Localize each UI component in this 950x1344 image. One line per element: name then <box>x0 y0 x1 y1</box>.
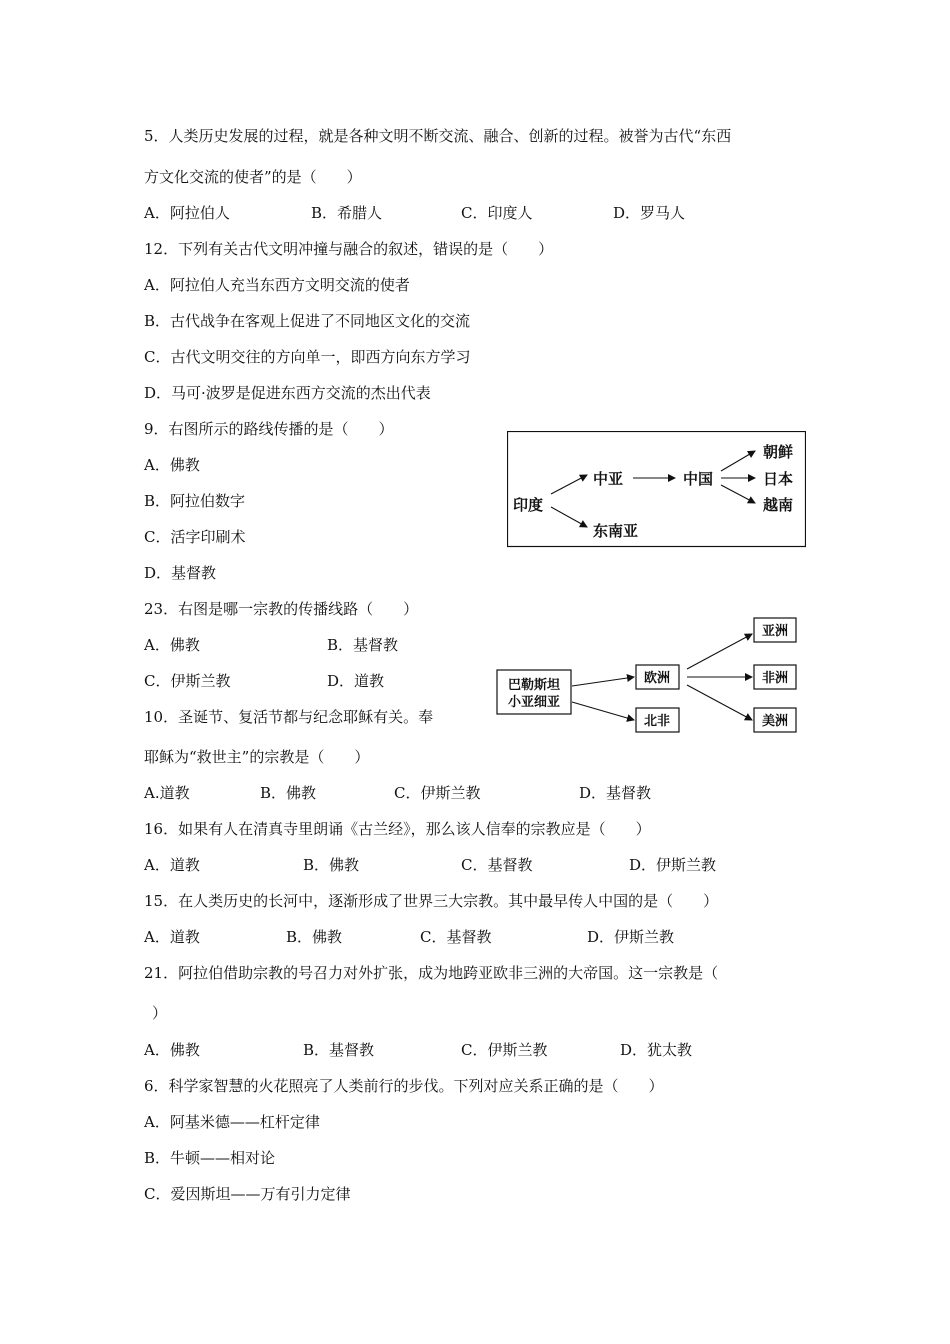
question-15-option-b: B．佛教 <box>286 928 343 946</box>
diagram-1-southeast-asia: 东南亚 <box>593 522 639 540</box>
diagram-2-north-africa: 北非 <box>643 714 671 729</box>
question-16-stem: 16．如果有人在清真寺里朗诵《古兰经》，那么该人信奉的宗教应是（ ） <box>144 820 651 838</box>
question-15-option-d: D．伊斯兰教 <box>587 928 675 946</box>
question-6-option-a: A．阿基米德——杠杆定律 <box>144 1113 320 1131</box>
diagram-2-religion-route <box>495 612 800 736</box>
question-21-stem-line2: ） <box>152 1004 168 1022</box>
question-6-option-b: B．牛顿——相对论 <box>144 1149 276 1167</box>
diagram-2-arrow-origin-europe <box>572 677 634 686</box>
question-9-option-c: C．活字印刷术 <box>144 528 246 546</box>
question-21-option-d: D．犹太教 <box>620 1041 693 1059</box>
question-23-stem: 23．右图是哪一宗教的传播线路（ ） <box>144 600 419 618</box>
question-10-option-c: C．伊斯兰教 <box>394 784 481 802</box>
question-16-option-d: D．伊斯兰教 <box>629 856 717 874</box>
question-5-stem-line2: 方文化交流的使者”的是（ ） <box>144 168 362 186</box>
question-16-option-c: C．基督教 <box>461 856 533 874</box>
diagram-1-india: 印度 <box>513 496 544 514</box>
question-12-option-a: A．阿拉伯人充当东西方文明交流的使者 <box>144 276 410 294</box>
diagram-2-origin-line1: 巴勒斯坦 <box>507 678 561 693</box>
question-5-option-c: C．印度人 <box>461 204 533 222</box>
diagram-1-korea: 朝鲜 <box>763 443 794 461</box>
diagram-2-arrow-europe-america <box>687 685 752 720</box>
question-5-option-d: D．罗马人 <box>613 204 686 222</box>
diagram-1-china: 中国 <box>683 470 714 488</box>
question-12-option-c: C．古代文明交往的方向单一，即西方向东方学习 <box>144 348 471 366</box>
question-10-option-b: B．佛教 <box>260 784 317 802</box>
question-5-stem-line1: 5．人类历史发展的过程，就是各种文明不断交流、融合、创新的过程。被誉为古代“东西 <box>144 127 732 145</box>
question-9-option-b: B．阿拉伯数字 <box>144 492 246 510</box>
diagram-2-origin-line2: 小亚细亚 <box>507 695 561 710</box>
diagram-1-japan: 日本 <box>763 470 794 488</box>
question-15-stem: 15．在人类历史的长河中，逐渐形成了世界三大宗教。其中最早传人中国的是（ ） <box>144 892 719 910</box>
question-15-option-a: A．道教 <box>144 928 200 946</box>
question-23-option-a: A．佛教 <box>144 636 200 654</box>
question-23-option-c: C．伊斯兰教 <box>144 672 231 690</box>
diagram-2-africa: 非洲 <box>761 671 789 686</box>
diagram-2-arrow-europe-asia <box>687 634 752 669</box>
diagram-1-central-asia: 中亚 <box>593 470 624 488</box>
question-5-option-a: A．阿拉伯人 <box>144 204 230 222</box>
question-10-stem-line1: 10．圣诞节、复活节都与纪念耶稣有关。奉 <box>144 708 434 726</box>
question-9-option-d: D．基督教 <box>144 564 217 582</box>
diagram-1-vietnam: 越南 <box>763 496 794 514</box>
question-21-option-a: A．佛教 <box>144 1041 200 1059</box>
question-10-option-d: D．基督教 <box>579 784 652 802</box>
question-6-option-c: C．爱因斯坦——万有引力定律 <box>144 1185 351 1203</box>
question-23-option-b: B．基督教 <box>327 636 399 654</box>
diagram-1-frame <box>508 432 806 547</box>
question-10-option-a: A.道教 <box>144 784 190 802</box>
question-23-option-d: D．道教 <box>327 672 385 690</box>
diagram-2-arrow-origin-north-africa <box>572 702 634 720</box>
diagram-2-asia: 亚洲 <box>761 624 789 639</box>
question-21-stem-line1: 21．阿拉伯借助宗教的号召力对外扩张，成为地跨亚欧非三洲的大帝国。这一宗教是（ <box>144 964 719 982</box>
question-21-option-c: C．伊斯兰教 <box>461 1041 548 1059</box>
question-16-option-b: B．佛教 <box>303 856 360 874</box>
diagram-1-spread-route <box>507 431 806 548</box>
question-15-option-c: C．基督教 <box>420 928 492 946</box>
diagram-2-america: 美洲 <box>761 714 789 729</box>
diagram-2-europe: 欧洲 <box>643 671 671 686</box>
question-12-option-b: B．古代战争在客观上促进了不同地区文化的交流 <box>144 312 471 330</box>
question-6-stem: 6．科学家智慧的火花照亮了人类前行的步伐。下列对应关系正确的是（ ） <box>144 1077 664 1095</box>
question-21-option-b: B．基督教 <box>303 1041 375 1059</box>
question-9-option-a: A．佛教 <box>144 456 200 474</box>
question-5-option-b: B．希腊人 <box>311 204 383 222</box>
question-10-stem-line2: 耶稣为“救世主”的宗教是（ ） <box>144 748 370 766</box>
question-12-stem: 12．下列有关古代文明冲撞与融合的叙述，错误的是（ ） <box>144 240 554 258</box>
question-12-option-d: D．马可·波罗是促进东西方交流的杰出代表 <box>144 384 431 402</box>
question-16-option-a: A．道教 <box>144 856 200 874</box>
question-9-stem: 9．右图所示的路线传播的是（ ） <box>144 420 394 438</box>
